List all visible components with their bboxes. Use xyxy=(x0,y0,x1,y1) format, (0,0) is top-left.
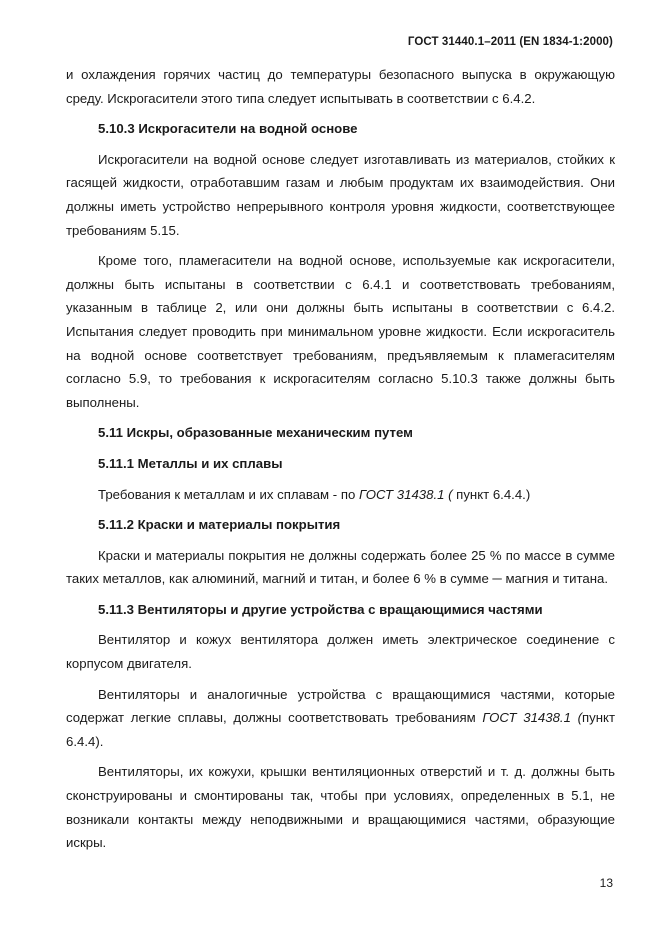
paragraph: Вентилятор и кожух вентилятора должен иметь электрическое соединение с корпусом двигателя. xyxy=(66,632,615,672)
standard-reference: ГОСТ 31438.1 ( xyxy=(358,486,453,502)
document-body xyxy=(66,63,615,855)
text-run: Требования к металлам и их сплавам - по xyxy=(98,486,359,502)
paragraph: Искрогасители на водной основе следует изготавливать из материалов, стойких к гасящей жидкости, отработавшим газам и любым продуктам их взаимодействия. Они должны иметь устройство непрерывного контроля уровня жидкости, соответствующее требованиям 5.15. xyxy=(66,151,615,238)
text-run: пункт 6.4.4). xyxy=(66,710,615,749)
paragraph xyxy=(66,483,615,507)
paragraph: Вентиляторы, их кожухи, крышки вентиляционных отверстий и т. д. должны быть сконструированы и смонтированы так, чтобы при условиях, определенных в 5.1, не возникали контакты между неподвижными и вращающимися частями, образующие искры. xyxy=(66,764,615,851)
section-heading-5-11-2: 5.11.2 Краски и материалы покрытия xyxy=(98,517,341,533)
document-header: ГОСТ 31440.1–2011 (EN 1834-1:2000) xyxy=(407,36,613,48)
paragraph: Кроме того, пламегасители на водной основе, используемые как искрогасители, должны быть испытаны в соответствии с 6.4.1 и соответствовать требованиям, указанным в таблице 2, или они должны быть испытаны в соответствии с 6.4.2. Испытания следует проводить при минимальном уровне жидкости. Если искрогаситель на водной основе соответствует требованиям, предъявляемым к пламегасителям согласно 5.9, то требования к искрогасителям согласно 5.10.3 также должны быть выполнены. xyxy=(66,253,615,410)
section-heading-5-11-3: 5.11.3 Вентиляторы и другие устройства с вращающимися частями xyxy=(98,601,543,617)
standard-reference: ГОСТ 31438.1 ( xyxy=(482,710,583,726)
page-number: 13 xyxy=(599,876,613,890)
text-run: Вентиляторы и аналогичные устройства с вращающимися частями, которые содержат легкие сплавы, должны соответствовать требованиям xyxy=(66,686,615,726)
paragraph: Краски и материалы покрытия не должны содержать более 25 % по массе в сумме таких металлов, как алюминий, магний и титан, и более 6 % в сумме ─ магния и титана. xyxy=(66,547,615,587)
paragraph-continuation: и охлаждения горячих частиц до температуры безопасного выпуска в окружающую среду. Искрогасители этого типа следует испытывать в соответствии с 6.4.2. xyxy=(66,67,615,106)
paragraph xyxy=(66,683,615,754)
section-heading-5-11: 5.11 Искры, образованные механическим путем xyxy=(98,425,413,441)
text-run: пункт 6.4.4.) xyxy=(452,486,531,502)
section-heading-5-11-1: 5.11.1 Металлы и их сплавы xyxy=(98,455,283,471)
section-heading-5-10-3: 5.10.3 Искрогасители на водной основе xyxy=(98,121,358,137)
